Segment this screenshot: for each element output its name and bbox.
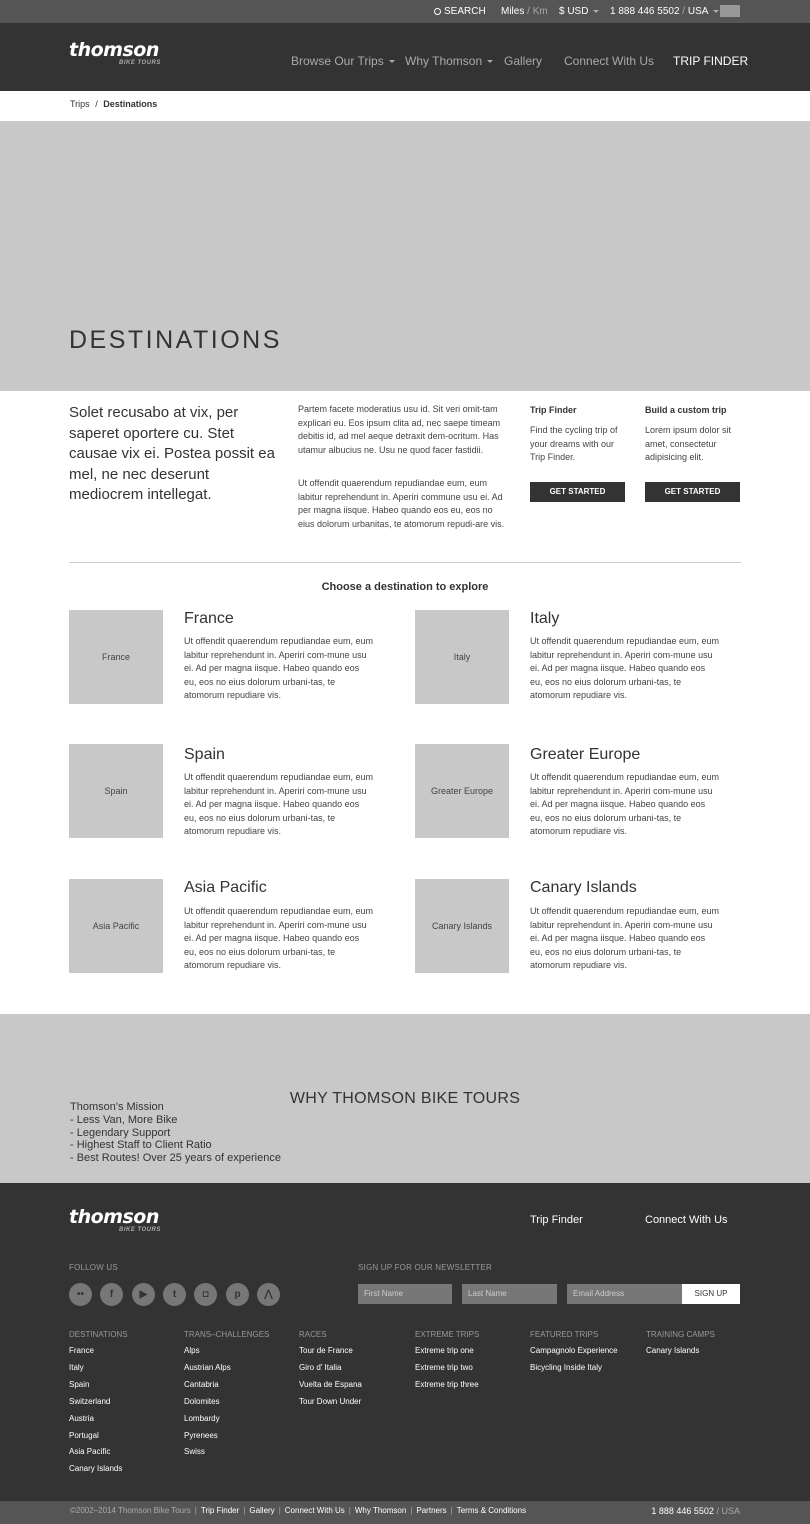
bottom-links: ©2002–2014 Thomson Bike Tours | Trip Finder | Gallery | Connect With Us | Why Thomson | Partners | Terms & Conditions xyxy=(70,1506,527,1515)
destination-image[interactable]: Canary Islands xyxy=(415,879,509,973)
twitter-icon[interactable]: t xyxy=(163,1283,186,1306)
footer-link[interactable]: Giro d' Italia xyxy=(299,1362,342,1372)
search-label: SEARCH xyxy=(444,6,486,17)
footer-col-trans-challenges-title: TRANS–CHALLENGES xyxy=(184,1330,270,1339)
strava-icon[interactable]: ⋀ xyxy=(257,1283,280,1306)
nav-browse-trips-label: Browse Our Trips xyxy=(291,54,384,68)
footer-link[interactable]: Alps xyxy=(184,1346,200,1355)
search-link[interactable] xyxy=(434,5,486,18)
destination-description: Ut offendit quaerendum repudiandae eum, eum labitur reprehendunt in. Aperiri com-mune usu ei. Ad per magna iisque. Habeo quando eos eu, eos no eius dolorum urbani-tas, te atomorum repudiare vis. xyxy=(184,906,373,970)
footer-link[interactable]: Swiss xyxy=(184,1447,205,1457)
footer-connect-link[interactable]: Connect With Us xyxy=(645,1214,728,1226)
intro-lead: Solet recusabo at vix, per saperet oportere cu. Stet causae vix ei. Postea possit ea mel, ne nec deserunt mediocrem intellegat. xyxy=(69,404,275,503)
destination-title[interactable]: France xyxy=(184,610,234,627)
footer-col-destinations xyxy=(69,1343,122,1478)
footer-link[interactable]: Canary Islands xyxy=(646,1346,700,1355)
email-field[interactable]: Email Address xyxy=(567,1284,682,1304)
footer-col-featured xyxy=(530,1343,618,1377)
search-icon xyxy=(434,8,441,15)
nav-browse-trips[interactable] xyxy=(291,54,395,68)
chevron-down-icon xyxy=(487,60,493,63)
footer-col-destinations-title: DESTINATIONS xyxy=(69,1330,128,1339)
nav-trip-finder[interactable]: TRIP FINDER xyxy=(673,54,749,68)
bottom-link-gallery[interactable]: Gallery xyxy=(249,1506,275,1515)
footer-col-races xyxy=(299,1343,362,1411)
breadcrumb-trips[interactable]: Trips xyxy=(70,99,90,109)
bottom-link-why-thomson[interactable]: Why Thomson xyxy=(354,1506,407,1515)
destination-title[interactable]: Asia Pacific xyxy=(184,879,267,896)
destination-title[interactable]: Italy xyxy=(530,610,560,627)
chevron-down-icon xyxy=(713,10,719,13)
footer-link[interactable]: Cantabria xyxy=(184,1379,219,1389)
nav-connect[interactable]: Connect With Us xyxy=(564,54,655,68)
footer-logo-tagline: BIKE TOURS xyxy=(119,1227,161,1233)
footer-link[interactable]: Campagnolo Experience xyxy=(530,1346,618,1355)
footer-link[interactable]: Tour de France xyxy=(299,1346,353,1355)
nav-gallery[interactable]: Gallery xyxy=(504,54,543,68)
nav-why-thomson-label: Why Thomson xyxy=(405,54,483,68)
footer-col-trans-challenges xyxy=(184,1343,231,1461)
chevron-down-icon xyxy=(593,10,599,13)
footer-link[interactable]: Dolomites xyxy=(184,1396,220,1406)
destination-description: Ut offendit quaerendum repudiandae eum, eum labitur reprehendunt in. Aperiri com-mune usu ei. Ad per magna iisque. Habeo quando eos eu, eos no eius dolorum urbani-tas, te atomorum repudiare vis. xyxy=(530,636,719,700)
footer-link[interactable]: Extreme trip two xyxy=(415,1362,473,1372)
mission-line: Thomson's Mission xyxy=(70,1101,164,1113)
intro-paragraph-2: Ut offendit quaerendum repudiandae eum, eum labitur reprehendunt in. Aperiri commune usu ei. Ad per magna iisque. Habeo quando eos eu, eos no eius dolorum urbanitas, te atomorum repudi-are vis. xyxy=(298,478,505,529)
nav-why-thomson[interactable] xyxy=(405,54,493,68)
footer-link[interactable]: Canary Islands xyxy=(69,1464,123,1474)
phone-number: 1 888 446 5502 xyxy=(610,6,680,17)
currency-value: $ USD xyxy=(559,6,589,17)
destination-description: Ut offendit quaerendum repudiandae eum, eum labitur reprehendunt in. Aperiri com-mune usu ei. Ad per magna iisque. Habeo quando eos eu, eos no eius dolorum urbani-tas, te atomorum repudiare vis. xyxy=(184,636,373,700)
mission-line: - Less Van, More Bike xyxy=(70,1113,178,1126)
footer-link[interactable]: France xyxy=(69,1346,94,1355)
footer-col-races-title: RACES xyxy=(299,1330,327,1339)
footer-link[interactable]: Tour Down Under xyxy=(299,1396,362,1406)
destination-title[interactable]: Canary Islands xyxy=(530,879,637,896)
breadcrumb-current: Destinations xyxy=(103,99,158,109)
section-divider xyxy=(69,562,741,563)
destination-title[interactable]: Spain xyxy=(184,746,225,763)
footer-link[interactable]: Italy xyxy=(69,1362,84,1372)
footer-link[interactable]: Extreme trip one xyxy=(415,1346,474,1355)
mission-line: - Highest Staff to Client Ratio xyxy=(70,1139,212,1152)
bottom-link-trip-finder[interactable]: Trip Finder xyxy=(200,1506,240,1515)
mission-line: - Legendary Support xyxy=(70,1126,171,1139)
sign-up-button[interactable]: SIGN UP xyxy=(682,1284,740,1304)
km-option[interactable]: Km xyxy=(532,6,548,17)
custom-trip-get-started-button[interactable]: GET STARTED xyxy=(645,482,740,502)
newsletter-label: SIGN UP FOR OUR NEWSLETTER xyxy=(358,1263,492,1272)
destination-image[interactable]: Asia Pacific xyxy=(69,879,163,973)
phone-region-dropdown[interactable]: 1 888 446 5502 / USA xyxy=(610,5,719,18)
trip-finder-get-started-button[interactable]: GET STARTED xyxy=(530,482,625,502)
unit-toggle[interactable] xyxy=(501,5,548,18)
follow-us-label: FOLLOW US xyxy=(69,1263,118,1272)
bottom-phone: 1 888 446 5502 / USA xyxy=(651,1506,740,1516)
region-value: USA xyxy=(687,6,709,17)
footer-link[interactable]: Pyrenees xyxy=(184,1430,218,1440)
hero-banner xyxy=(0,121,810,391)
footer-col-training xyxy=(646,1343,699,1360)
destination-image[interactable]: France xyxy=(69,610,163,704)
why-thomson-section xyxy=(0,1014,810,1183)
footer-link[interactable]: Portugal xyxy=(69,1430,99,1440)
footer-logo[interactable]: thomson xyxy=(69,1206,159,1228)
page-title: DESTINATIONS xyxy=(69,326,282,354)
intro-paragraph-1: Partem facete moderatius usu id. Sit veri omit-tam explicari eu. Eos ipsum clita ad, nec saepe timeam debitis id, ad mel aeque detraxit dem-ocritum. Has utamur albucius ne. Usu ne quod facer fastidii. xyxy=(298,404,501,455)
flag-icon[interactable] xyxy=(720,5,740,17)
bottom-link-connect[interactable]: Connect With Us xyxy=(284,1506,345,1515)
instagram-icon[interactable]: ◘ xyxy=(194,1283,217,1306)
footer-link[interactable]: Austria xyxy=(69,1413,94,1423)
destination-description: Ut offendit quaerendum repudiandae eum, eum labitur reprehendunt in. Aperiri com-mune usu ei. Ad per magna iisque. Habeo quando eos eu, eos no eius dolorum urbani-tas, te atomorum repudiare vis. xyxy=(530,772,719,836)
chevron-down-icon xyxy=(389,60,395,63)
breadcrumb-separator: / xyxy=(95,99,98,109)
mission-list xyxy=(70,1101,281,1165)
destination-description: Ut offendit quaerendum repudiandae eum, eum labitur reprehendunt in. Aperiri com-mune usu ei. Ad per magna iisque. Habeo quando eos eu, eos no eius dolorum urbani-tas, te atomorum repudiare vis. xyxy=(530,906,719,970)
footer-col-extreme xyxy=(415,1343,479,1394)
custom-trip-title: Build a custom trip xyxy=(645,405,727,415)
footer-link[interactable]: Spain xyxy=(69,1379,90,1389)
footer-col-training-title: TRAINING CAMPS xyxy=(646,1330,715,1339)
why-thomson-title: WHY THOMSON BIKE TOURS xyxy=(289,1090,521,1107)
unit-separator: / xyxy=(527,6,530,17)
destination-description: Ut offendit quaerendum repudiandae eum, eum labitur reprehendunt in. Aperiri com-mune usu ei. Ad per magna iisque. Habeo quando eos eu, eos no eius dolorum urbani-tas, te atomorum repudiare vis. xyxy=(184,772,373,836)
bottom-link-terms[interactable]: Terms & Conditions xyxy=(456,1506,527,1515)
facebook-icon[interactable]: f xyxy=(100,1283,123,1306)
footer-link[interactable]: Bicycling Inside Italy xyxy=(530,1362,603,1372)
bottom-region: USA xyxy=(721,1506,740,1516)
destination-image[interactable]: Spain xyxy=(69,744,163,838)
breadcrumb xyxy=(70,99,157,109)
footer-link[interactable]: Austrian Alps xyxy=(184,1362,231,1372)
last-name-field[interactable]: Last Name xyxy=(462,1284,557,1304)
copyright: ©2002–2014 Thomson Bike Tours xyxy=(70,1506,191,1515)
footer-col-extreme-title: EXTREME TRIPS xyxy=(415,1330,480,1339)
footer-link[interactable]: Vuelta de Espana xyxy=(299,1379,362,1389)
destination-image[interactable]: Greater Europe xyxy=(415,744,509,838)
custom-trip-text: Lorem ipsum dolor sit amet, consectetur adipisicing elit. xyxy=(645,425,732,462)
choose-destination-heading: Choose a destination to explore xyxy=(321,581,489,593)
footer-link[interactable]: Extreme trip three xyxy=(415,1379,479,1389)
footer-col-featured-title: FEATURED TRIPS xyxy=(530,1330,599,1339)
main-header xyxy=(0,23,810,91)
destination-title[interactable]: Greater Europe xyxy=(530,746,641,763)
mission-line: - Best Routes! Over 25 years of experience xyxy=(70,1152,281,1165)
footer-link[interactable]: Switzerland xyxy=(69,1396,111,1406)
logo[interactable]: thomson xyxy=(69,39,159,61)
destination-image[interactable]: Italy xyxy=(415,610,509,704)
trip-finder-title: Trip Finder xyxy=(530,405,577,415)
pinterest-icon[interactable]: p xyxy=(226,1283,249,1306)
bottom-link-partners[interactable]: Partners xyxy=(416,1506,447,1515)
logo-tagline: BIKE TOURS xyxy=(119,60,161,66)
flickr-icon[interactable]: •• xyxy=(69,1283,92,1306)
trip-finder-text: Find the cycling trip of your dreams with our Trip Finder. xyxy=(530,425,618,462)
miles-option[interactable]: Miles xyxy=(501,6,525,17)
first-name-field[interactable]: First Name xyxy=(358,1284,452,1304)
bottom-phone-number: 1 888 446 5502 xyxy=(651,1506,714,1516)
utility-bar xyxy=(0,0,810,23)
footer-trip-finder-link[interactable]: Trip Finder xyxy=(530,1214,583,1226)
youtube-icon[interactable]: ▶ xyxy=(132,1283,155,1306)
footer-link[interactable]: Asia Pacific xyxy=(69,1447,111,1457)
footer-link[interactable]: Lombardy xyxy=(184,1413,220,1423)
currency-dropdown[interactable] xyxy=(559,5,599,18)
